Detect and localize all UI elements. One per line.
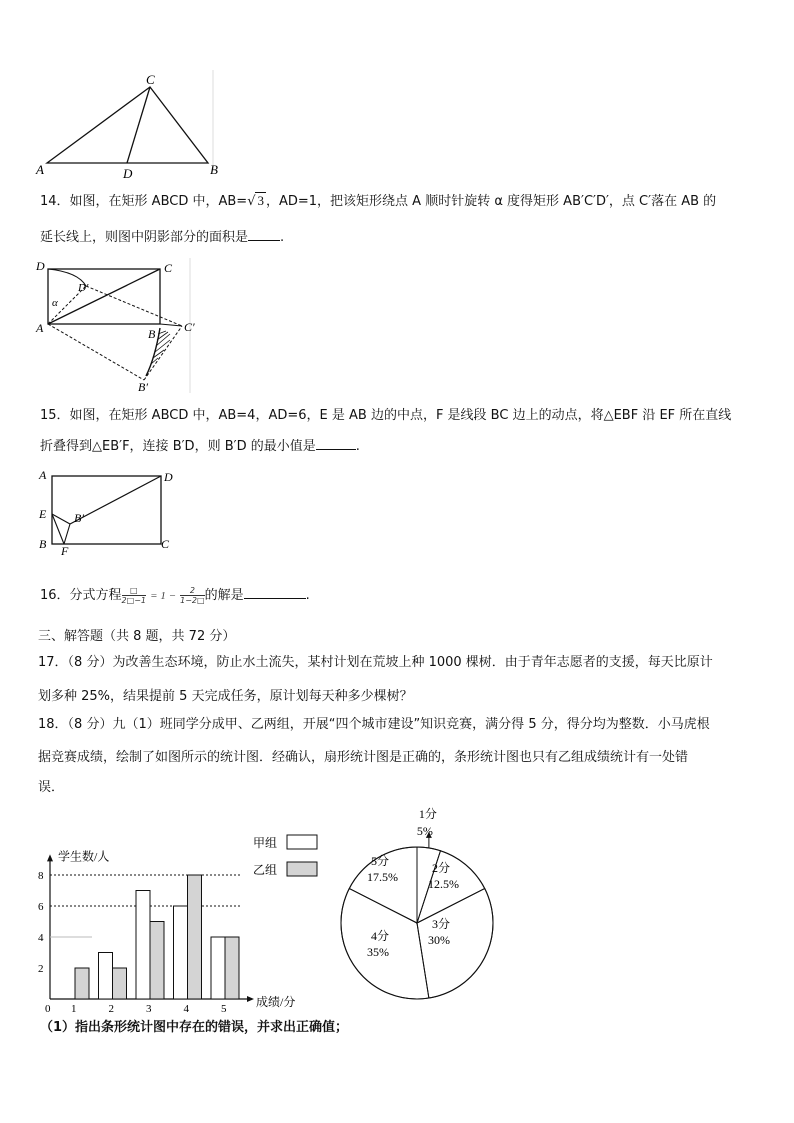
- label-d: D: [123, 166, 133, 180]
- q16-prefix: 16．分式方程: [40, 588, 122, 603]
- triangle-figure: [30, 70, 230, 180]
- rotated-rectangle-figure: [30, 258, 205, 398]
- bar-jia: [99, 953, 113, 1000]
- q14-line2: [40, 228, 284, 248]
- bar-yi: [75, 968, 89, 999]
- label-f: F: [61, 544, 69, 558]
- pie-chart: [335, 800, 500, 1010]
- section-heading: 三、解答题（共 8 题，共 72 分）: [38, 629, 236, 644]
- legend-swatch: [287, 835, 317, 849]
- label-b: B: [210, 162, 218, 177]
- q15-line1: 15．如图，在矩形 ABCD 中，AB=4，AD=6，E 是 AB 边的中点，F 是线段 BC 边上的动点，将△EBF 沿 EF 所在直线: [40, 408, 732, 423]
- q14-text-a: 14．如图，在矩形 ABCD 中，AB=: [40, 194, 248, 209]
- answer-blank-16[interactable]: [244, 586, 306, 599]
- pie-percent: 5%: [416, 824, 433, 838]
- q14-period: .: [280, 230, 285, 245]
- q17-line2: 划多种 25%，结果提前 5 天完成任务，原计划每天种多少棵树？: [38, 689, 413, 704]
- pie-label: 3分: [432, 917, 451, 931]
- label-c: C: [164, 261, 173, 275]
- q15-text: 折叠得到△EB′F，连接 B′D，则 B′D 的最小值是: [40, 439, 316, 454]
- pie-label: 4分: [371, 929, 390, 943]
- q14-text-c: 延长线上，则图中阴影部分的面积是: [40, 230, 249, 245]
- bar-jia: [136, 891, 150, 1000]
- pie-percent: 17.5%: [367, 870, 398, 884]
- x-axis-label: 成绩/分: [256, 995, 296, 1009]
- label-a: A: [39, 468, 47, 482]
- label-a: A: [36, 321, 44, 335]
- label-e: E: [39, 507, 47, 521]
- label-c: C: [161, 537, 170, 551]
- x-tick-label: 5: [221, 1003, 227, 1012]
- label-b: B: [148, 327, 156, 341]
- x-tick-label: 4: [183, 1003, 189, 1012]
- x-tick-label: 3: [146, 1003, 152, 1012]
- q18-line3: 误．: [38, 780, 65, 795]
- bar-yi: [188, 875, 202, 999]
- bar-yi: [225, 937, 239, 999]
- legend-label: 乙组: [253, 863, 278, 877]
- fraction-2: $\frac{2}{1-2□}$: [180, 586, 205, 605]
- legend-label: 甲组: [253, 836, 278, 850]
- q14-text-b: ，AD=1，把该矩形绕点 A 顺时针旋转 α 度得矩形 AB′C′D′，点 C′落在 AB 的: [265, 194, 717, 209]
- q16-eq: = 1 −: [150, 590, 176, 602]
- bar-chart: [30, 822, 330, 1012]
- pie-label: 2分: [432, 861, 451, 875]
- fraction-1: $\frac{□}{2□-1}$: [121, 586, 146, 605]
- answer-blank-14[interactable]: [248, 228, 280, 241]
- label-bprime: B′: [74, 511, 84, 525]
- q14-line1: 14．如图，在矩形 ABCD 中，AB=√ 3 ，AD=1，把该矩形绕点 A 顺时针旋转 α 度得矩形 AB′C′D′，点 C′落在 AB 的: [40, 193, 717, 209]
- label-alpha: α: [52, 297, 58, 309]
- y-tick-label: 2: [38, 963, 44, 975]
- q16-period: .: [305, 588, 310, 603]
- bar-yi: [113, 968, 127, 999]
- sqrt-3: 3: [257, 193, 264, 208]
- y-axis-arrow: [47, 854, 53, 861]
- pie-label: 1分: [418, 807, 437, 821]
- label-b: B: [39, 537, 47, 551]
- fold-rectangle-figure: [30, 464, 190, 559]
- legend-swatch: [287, 862, 317, 876]
- q16-line: [40, 586, 310, 606]
- x-axis-arrow: [247, 996, 254, 1002]
- label-bprime: B′: [138, 380, 148, 394]
- label-c: C: [146, 72, 155, 87]
- origin-label: 0: [45, 1003, 51, 1012]
- pie-percent: 35%: [367, 945, 389, 959]
- q16-suffix: 的解是: [204, 588, 244, 603]
- label-cprime: C′: [184, 320, 195, 334]
- y-tick-label: 8: [38, 870, 44, 882]
- pie-percent: 30%: [428, 933, 450, 947]
- x-tick-label: 2: [108, 1003, 114, 1012]
- q17-line1: 17．（8 分）为改善生态环境，防止水土流失，某村计划在荒坡上种 1000 棵树．由于青年志愿者的支援，每天比原计: [38, 655, 713, 670]
- bar-jia: [174, 906, 188, 999]
- label-d: D: [164, 470, 173, 484]
- y-tick-label: 4: [38, 932, 44, 944]
- q18-line2: 据竞赛成绩，绘制了如图所示的统计图．经确认，扇形统计图是正确的，条形统计图也只有乙组成绩统计有一处错: [38, 750, 689, 765]
- bar-jia: [211, 937, 225, 999]
- x-tick-label: 1: [71, 1003, 77, 1012]
- pie-label: 5分: [371, 854, 390, 868]
- q18-line1: 18．（8 分）九（1）班同学分成甲、乙两组，开展“四个城市建设”知识竞赛，满分得 5 分，得分均为整数．小马虎根: [38, 717, 710, 732]
- label-a: A: [36, 162, 44, 177]
- label-d: D: [36, 259, 45, 273]
- q18-sub1: （1）指出条形统计图中存在的错误，并求出正确值；: [40, 1020, 349, 1035]
- label-dprime: D′: [78, 282, 89, 294]
- pie-percent: 12.5%: [428, 877, 459, 891]
- bar-yi: [150, 922, 164, 1000]
- q15-line2: [40, 437, 360, 457]
- y-tick-label: 6: [38, 901, 44, 913]
- y-axis-label: 学生数/人: [58, 849, 110, 864]
- answer-blank-15[interactable]: [316, 437, 356, 450]
- q15-period: .: [355, 439, 360, 454]
